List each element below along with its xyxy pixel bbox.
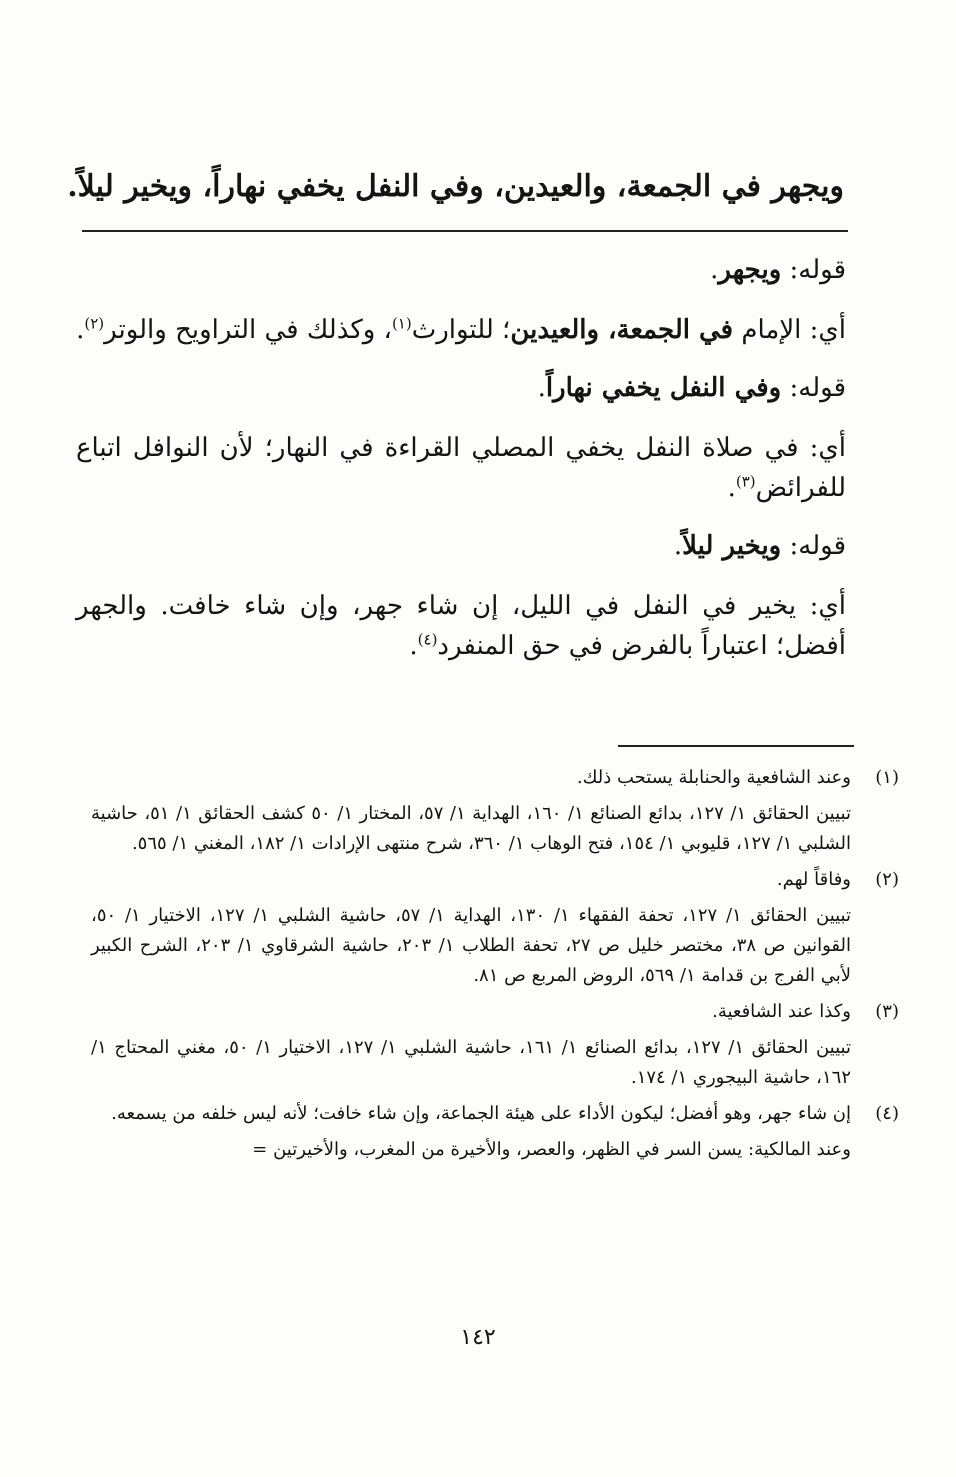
sharh-text: . xyxy=(76,315,85,345)
qawl-prefix: قوله: xyxy=(781,373,846,403)
footnote xyxy=(91,763,899,859)
matn-heading: ويجهر في الجمعة، والعيدين، وفي النفل يخفي نهاراً، ويخير ليلاً. xyxy=(67,169,844,204)
footnote-number: (٣) xyxy=(875,1001,899,1022)
sharh-paragraph xyxy=(76,586,846,666)
sharh-text: أي: يخير في النفل في الليل، إن شاء جهر، وإن شاء خافت. والجهر أفضل؛ اعتباراً بالفرض في حق المنفرد xyxy=(76,591,846,661)
footnote-line: تبيين الحقائق ١/ ١٢٧، بدائع الصنائع ١/ ١٦١، حاشية الشلبي ١/ ١٢٧، الاختيار ١/ ٥٠، مغني المحتاج ١/ ١٦٢، حاشية البيجوري ١/ ١٧٤. xyxy=(91,1037,851,1088)
footnote xyxy=(91,997,899,1093)
qawl-prefix: قوله: xyxy=(781,255,846,285)
sharh-text: ؛ للتوارث xyxy=(411,315,511,345)
qawl-lemma: ويخير ليلاً xyxy=(682,531,782,561)
footnote-line: وكذا عند الشافعية. xyxy=(712,1001,851,1022)
footnotes-section xyxy=(91,763,899,1171)
sharh-text: . xyxy=(409,631,418,661)
footnote-line: إن شاء جهر، وهو أفضل؛ ليكون الأداء على هيئة الجماعة، وإن شاء خافت؛ لأنه ليس خلفه من يسمعه. xyxy=(111,1103,851,1124)
footnote xyxy=(91,1099,899,1165)
sharh-text: أي: في صلاة النفل يخفي المصلي القراءة في النهار؛ لأن النوافل اتباع للفرائض xyxy=(76,433,846,503)
footnote-number: (٤) xyxy=(875,1103,899,1124)
footnote-ref[interactable]: (٤) xyxy=(417,630,438,649)
qawl-suffix: . xyxy=(710,255,719,285)
page-number: ١٤٢ xyxy=(460,1325,496,1350)
qawl-prefix: قوله: xyxy=(781,531,846,561)
qawl-lemma: ويجهر xyxy=(718,255,782,285)
sharh-bold: في الجمعة، والعيدين xyxy=(510,315,734,345)
footnote-line: وفاقاً لهم. xyxy=(776,869,851,890)
footnotes-divider xyxy=(618,745,854,747)
matn-divider xyxy=(82,230,848,232)
sharh-paragraph xyxy=(76,310,846,350)
qawl-lemma: وفي النفل يخفي نهاراً xyxy=(545,373,782,403)
qawl-suffix: . xyxy=(537,373,546,403)
footnote-ref[interactable]: (١) xyxy=(391,314,412,333)
footnote-line: تبيين الحقائق ١/ ١٢٧، بدائع الصنائع ١/ ١٦٠، الهداية ١/ ٥٧، المختار ١/ ٥٠ كشف الحقائق ١/ ٥١، حاشية الشلبي ١/ ١٢٧، قليوبي ١/ ١٥٤، فتح الوهاب ١/ ٣٦٠، شرح منتهى الإرادات ١/ ١٨٢، المغني ١/ ٥٦٥. xyxy=(91,803,851,854)
footnote xyxy=(91,865,899,991)
footnote-ref[interactable]: (٢) xyxy=(84,314,105,333)
footnote-line: وعند المالكية: يسن السر في الظهر، والعصر، والأخيرة من المغرب، والأخيرتين = xyxy=(252,1139,851,1160)
qawl-paragraph xyxy=(76,526,846,566)
commentary-body xyxy=(76,250,846,684)
footnote-number: (١) xyxy=(875,767,899,788)
sharh-text: أي: الإمام xyxy=(733,315,846,345)
footnote-line: تبيين الحقائق ١/ ١٢٧، تحفة الفقهاء ١/ ١٣٠، الهداية ١/ ٥٧، حاشية الشلبي ١/ ١٢٧، الاختيار ١/ ٥٠، القوانين ص ٣٨، مختصر خليل ص ٢٧، تحفة الطلاب ١/ ٢٠٣، حاشية الشرقاوي ١/ ٢٠٣، الشرح الكبير لأبي الفرج بن قدامة ١/ ٥٦٩، الروض المربع ص ٨١. xyxy=(91,905,852,986)
sharh-paragraph xyxy=(76,428,846,508)
qawl-suffix: . xyxy=(673,531,683,561)
qawl-paragraph xyxy=(76,368,846,408)
sharh-text: ، وكذلك في التراويح والوتر xyxy=(104,315,392,345)
footnote-line: وعند الشافعية والحنابلة يستحب ذلك. xyxy=(576,767,851,788)
footnote-number: (٢) xyxy=(875,869,899,890)
footnote-ref[interactable]: (٣) xyxy=(735,472,756,491)
qawl-paragraph xyxy=(76,250,846,290)
sharh-text: . xyxy=(727,473,736,503)
